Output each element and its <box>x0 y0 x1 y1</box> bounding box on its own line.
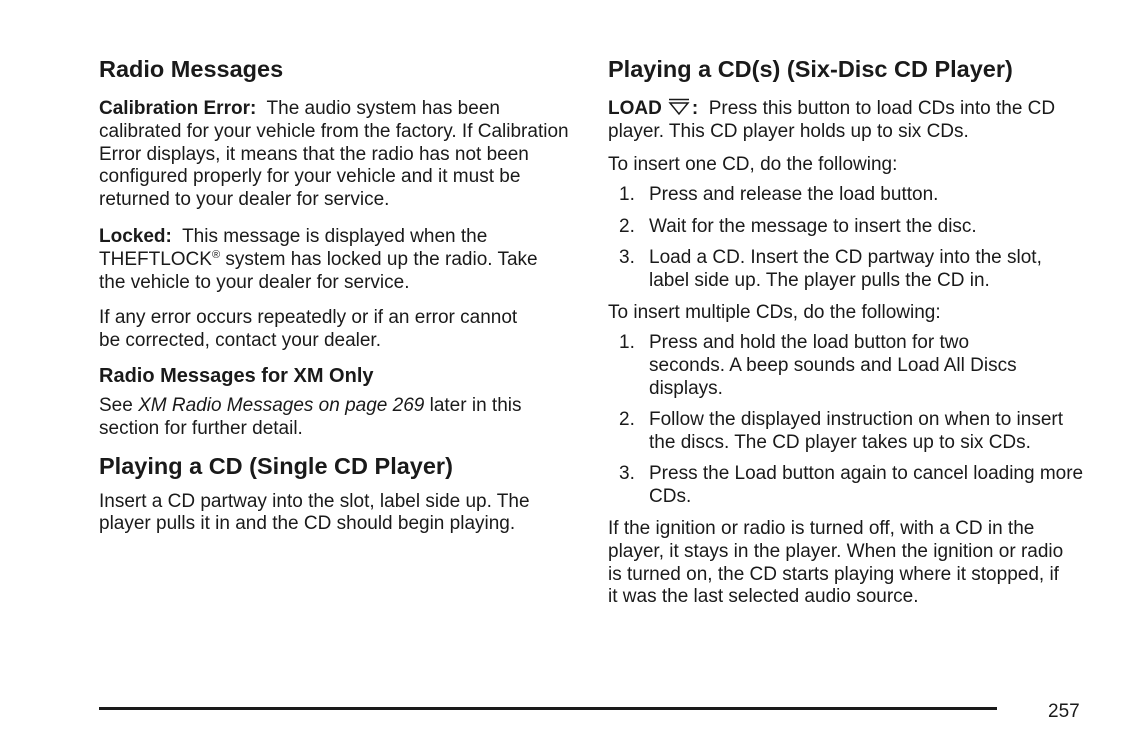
step-text: Press and release the load button. <box>649 184 939 206</box>
load-button-paragraph <box>608 98 1086 144</box>
step-number: 2. <box>619 409 635 431</box>
step-text: Follow the displayed instruction on when to insert the discs. The CD player takes up to six CDs. <box>649 409 1064 454</box>
insert-one-steps <box>608 184 1086 292</box>
load-label: LOAD <box>608 98 662 119</box>
right-column <box>608 54 1086 622</box>
locked-lead: Locked: <box>99 225 172 247</box>
load-button-text: Press this button to load CDs into the CD player. This CD player holds up to six CDs. <box>608 98 1056 142</box>
step-text: Load a CD. Insert the CD partway into the slot, label side up. The player pulls the CD in. <box>649 246 1042 291</box>
step-number: 3. <box>619 463 635 485</box>
section-heading-single-cd: Playing a CD (Single CD Player) <box>99 452 453 479</box>
section-heading-radio-messages: Radio Messages <box>99 56 284 82</box>
single-cd-paragraph: Insert a CD partway into the slot, label side up. The player pulls it in and the CD should begin playing. <box>99 490 530 535</box>
section-heading-xm-only: Radio Messages for XM Only <box>99 364 374 387</box>
list-item <box>608 247 1086 293</box>
page-number: 257 <box>1048 701 1080 722</box>
step-number: 2. <box>619 215 635 237</box>
list-item <box>608 409 1069 455</box>
xm-see-text: See <box>99 394 139 416</box>
list-item <box>608 332 1019 400</box>
left-column <box>99 54 577 549</box>
insert-multi-intro: To insert multiple CDs, do the following: <box>608 301 941 323</box>
step-number: 1. <box>619 184 635 206</box>
step-text: Press and hold the load button for two seconds. A beep sounds and Load All Discs displays. <box>649 332 1017 399</box>
insert-one-intro: To insert one CD, do the following: <box>608 153 898 175</box>
insert-multi-steps <box>608 332 1086 509</box>
calibration-error-text: The audio system has been calibrated for your vehicle from the factory. If Calibration Error displays, it means that the radio has not been configured properly for your vehicle and it must be returned to your dealer for service. <box>99 98 569 211</box>
closing-paragraph: If the ignition or radio is turned off, with a CD in the player, it stays in the player. When the ignition or radio is turned on, the CD starts playing where it stopped, if it was the last selected audio source. <box>608 517 1064 608</box>
step-text: Press the Load button again to cancel loading more CDs. <box>649 463 1084 508</box>
list-item <box>608 463 1086 509</box>
footer-rule <box>99 707 997 710</box>
list-item <box>608 216 1086 239</box>
locked-paragraph <box>99 226 569 294</box>
calibration-error-lead: Calibration Error: <box>99 98 257 119</box>
step-number: 1. <box>619 332 635 354</box>
xm-reference-link[interactable]: XM Radio Messages on page 269 <box>138 394 425 416</box>
error-paragraph: If any error occurs repeatedly or if an error cannot be corrected, contact your dealer. <box>99 307 518 352</box>
locked-text-2: system has locked up the radio. Take the vehicle to your dealer for service. <box>99 248 538 293</box>
registered-mark: ® <box>211 248 221 261</box>
xm-reference-paragraph <box>99 395 577 441</box>
section-heading-six-disc: Playing a CD(s) (Six-Disc CD Player) <box>608 56 1013 82</box>
calibration-error-paragraph <box>99 98 577 212</box>
load-colon: : <box>691 98 699 119</box>
step-text: Wait for the message to insert the disc. <box>649 215 977 237</box>
step-number: 3. <box>619 246 635 268</box>
locked-text-1: This message is displayed when the THEFTLOCK <box>99 225 488 270</box>
load-triangle-icon <box>668 98 690 116</box>
xm-rest-text: later in this section for further detail. <box>99 394 522 439</box>
list-item <box>608 184 1086 207</box>
